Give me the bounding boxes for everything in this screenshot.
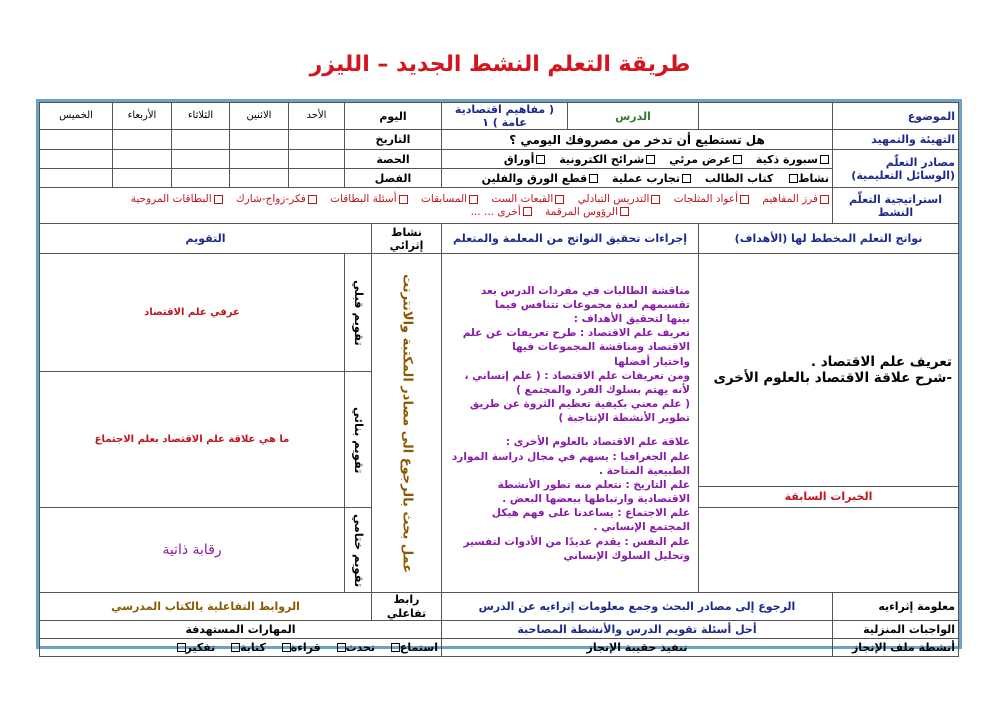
resources-row-1 [442, 150, 833, 169]
procedure-intro-1: مناقشة الطالبات في مفردات الدرس بعد تقسيمهم لعدة مجموعات تتنافس فيما [480, 284, 690, 311]
formative-eval-text: ما هي علاقة علم الاقتصاد بعلم الاجتماع [40, 372, 345, 508]
class-label: الفصل [345, 169, 442, 188]
enrichment-cell [372, 254, 442, 593]
checkbox-icon[interactable] [820, 155, 829, 164]
final-eval-text: رقابة ذاتية [40, 508, 345, 593]
day-sunday: الأحد [289, 103, 345, 130]
skill-listening: استماع [399, 640, 438, 654]
intro-question: هل تستطيع أن تدخر من مصروفك اليومي ؟ [442, 130, 833, 150]
strategies-list [40, 188, 833, 224]
class-cell-4[interactable] [113, 169, 172, 188]
resource-textbook: كتاب الطالب [704, 171, 774, 185]
strategy-think-pair-share: فكر-زواج-شارك [236, 193, 306, 206]
pre-eval-label: تقويم قبلي [351, 279, 366, 346]
checkbox-icon[interactable] [789, 174, 798, 183]
procedure-def-2: واختيار أفضلها [614, 355, 690, 368]
procedure-rel-1: علم الجغرافيا : يسهم في مجال دراسة الموارد الطبيعية المتاحة . [451, 450, 690, 477]
prior-knowledge-label: الخبرات السابقة [699, 486, 958, 507]
subject-value[interactable] [699, 103, 833, 130]
final-eval-label-cell [345, 508, 372, 593]
enrichment-text: عمل بحث بالرجوع الى مصادر المكتبة والانترنت [399, 273, 415, 573]
strategy-competitions: المسابقات [421, 193, 468, 206]
prior-knowledge-cell[interactable] [699, 508, 959, 593]
formative-eval-label: تقويم بنائي [351, 406, 366, 474]
period-cell-2[interactable] [230, 150, 289, 169]
checkbox-icon[interactable] [231, 643, 240, 652]
subject-label: الموضوع [833, 103, 959, 130]
strategy-six-hats: القبعات الست [491, 193, 554, 206]
day-wednesday: الأربعاء [113, 103, 172, 130]
date-cell-4[interactable] [113, 130, 172, 150]
lesson-value: ( مفاهيم اقتصادية عامة ) ١ [442, 103, 568, 130]
skill-speaking: تحدث [345, 640, 376, 654]
intro-label: التهيئة والتمهيد [833, 130, 959, 150]
strategy-popsicle-sticks: أعواد المثلجات [673, 193, 739, 206]
period-cell-3[interactable] [172, 150, 230, 169]
checkbox-icon[interactable] [282, 643, 291, 652]
skill-thinking: تفكير [185, 640, 216, 654]
checkbox-icon[interactable] [682, 174, 691, 183]
skills-label: المهارات المستهدفة [40, 620, 442, 638]
formative-eval-label-cell [345, 372, 372, 508]
date-cell-5[interactable] [40, 130, 113, 150]
resource-experiments: تجارب عملية [612, 171, 680, 185]
strategy-concept-sort: فرز المفاهيم [762, 193, 818, 206]
period-cell-4[interactable] [113, 150, 172, 169]
checkbox-icon[interactable] [391, 643, 400, 652]
final-eval-label: تقويم ختامي [351, 513, 366, 587]
checkbox-icon[interactable] [308, 195, 317, 204]
resource-papers: أوراق [503, 152, 535, 166]
enrich-info-label: معلومة إثراءيه [833, 593, 959, 620]
lesson-label: الدرس [568, 103, 699, 130]
checkbox-icon[interactable] [337, 643, 346, 652]
procedure-def-1: تعريف علم الاقتصاد : طرح تعريفات عن علم الاقتصاد ومناقشة المجموعات فيها [462, 327, 690, 354]
pre-eval-text: عرفي علم الاقتصاد [40, 254, 345, 372]
evaluation-header: التقويم [40, 224, 372, 254]
resources-label-2: (الوسائل التعليمية) [851, 168, 955, 182]
checkbox-icon[interactable] [589, 174, 598, 183]
outcome-2: -شرح علاقة الاقتصاد بالعلوم الأخرى [713, 370, 952, 387]
resource-smartboard: سبورة ذكية [755, 152, 818, 166]
page-title: طريقة التعلم النشط الجديد – الليزر [309, 52, 691, 77]
checkbox-icon[interactable] [555, 195, 564, 204]
procedures-cell [442, 254, 699, 593]
homework-label: الواجبات المنزلية [833, 620, 959, 638]
strategy-question-cards: أسئلة البطاقات [330, 193, 397, 206]
class-cell-2[interactable] [230, 169, 289, 188]
outcome-1: تعريف علم الاقتصاد . [810, 354, 952, 371]
checkbox-icon[interactable] [536, 155, 545, 164]
date-cell-1[interactable] [289, 130, 345, 150]
date-cell-2[interactable] [230, 130, 289, 150]
period-label: الحصة [345, 150, 442, 169]
outcomes-cell [699, 254, 959, 508]
checkbox-icon[interactable] [399, 195, 408, 204]
strategies-label-2: النشط [877, 205, 914, 219]
interactive-link-value[interactable]: الروابط التفاعلية بالكتاب المدرسي [40, 593, 372, 620]
strategy-fan-cards: البطاقات المروحية [130, 193, 212, 206]
procedures-header: إجراءات تحقيق النواتج من المعلمة والمتعلم [442, 224, 699, 254]
procedure-def-3: ومن تعريفات علم الاقتصاد : ( علم إنساني ، لأنه يهتم بسلوك الفرد والمجتمع ) [464, 369, 690, 396]
enrich-info-value: الرجوع إلى مصادر البحث وجمع معلومات إثراءيه عن الدرس [442, 593, 833, 620]
pre-eval-label-cell [345, 254, 372, 372]
class-cell-1[interactable] [289, 169, 345, 188]
strategy-reciprocal-teaching: التدريس التبادلي [577, 193, 650, 206]
checkbox-icon[interactable] [523, 207, 532, 216]
strategy-numbered-heads: الرؤوس المرقمة [545, 205, 618, 218]
portfolio-value: تنفيذ حقيبة الإنجاز [442, 638, 833, 656]
strategies-label-1: استراتيجية التعلّم [849, 192, 942, 206]
day-monday: الاثنين [230, 103, 289, 130]
skills-list [40, 638, 442, 656]
date-cell-3[interactable] [172, 130, 230, 150]
resources-label [833, 150, 959, 188]
checkbox-icon[interactable] [177, 643, 186, 652]
resource-activity: نشاط [798, 171, 829, 185]
procedure-def-4: ( علم معني بكيفية تعظيم الثروة عن طريق تطوير الأنشطة الإنتاجية ) [469, 398, 690, 425]
outcomes-header: نواتج التعلم المخطط لها (الأهداف) [699, 224, 959, 254]
class-cell-3[interactable] [172, 169, 230, 188]
checkbox-icon[interactable] [620, 207, 629, 216]
procedure-intro-2: بينها لتحقيق الأهداف : [573, 313, 690, 326]
day-thursday: الخميس [40, 103, 113, 130]
homework-value: أحل أسئلة تقويم الدرس والأنشطة المصاحبة [442, 620, 833, 638]
date-label: التاريخ [345, 130, 442, 150]
lesson-plan-table [39, 102, 959, 657]
checkbox-icon[interactable] [733, 155, 742, 164]
procedure-rel-title: علاقة علم الاقتصاد بالعلوم الأخرى : [505, 436, 690, 449]
skill-reading: قراءة [290, 640, 321, 654]
resources-row-2 [442, 169, 833, 188]
day-label: اليوم [345, 103, 442, 130]
procedure-rel-3: علم الاجتماع : يساعدنا على فهم هيكل المجتمع الإنساني . [491, 507, 690, 534]
resource-video: عرض مرئي [669, 152, 732, 166]
checkbox-icon[interactable] [646, 155, 655, 164]
interactive-link-label: رابط تفاعلي [372, 593, 442, 620]
resource-slides: شرائح الكترونية [559, 152, 645, 166]
checkbox-icon[interactable] [820, 195, 829, 204]
skill-writing: كتابة [240, 640, 266, 654]
procedure-rel-2: علم التاريخ : نتعلم منه تطور الأنشطة الاقتصادية وارتباطها ببعضها البعض . [497, 478, 690, 506]
checkbox-icon[interactable] [469, 195, 478, 204]
strategies-label [833, 188, 959, 224]
portfolio-label: أنشطة ملف الإنجاز [833, 638, 959, 656]
procedure-rel-4: علم النفس : يقدم عديدًا من الأدوات لتفسير وتحليل السلوك الإنساني [463, 535, 690, 562]
day-tuesday: الثلاثاء [172, 103, 230, 130]
period-cell-5[interactable] [40, 150, 113, 169]
resource-paper-cork: قطع الورق والفلين [481, 171, 588, 185]
checkbox-icon[interactable] [214, 195, 223, 204]
class-cell-5[interactable] [40, 169, 113, 188]
enrichment-header: نشاط إثرائي [372, 224, 442, 254]
checkbox-icon[interactable] [651, 195, 660, 204]
period-cell-1[interactable] [289, 150, 345, 169]
checkbox-icon[interactable] [740, 195, 749, 204]
resources-label-1: مصادر التعلّم [885, 155, 955, 169]
strategy-other: أخرى ... ... [470, 205, 521, 218]
